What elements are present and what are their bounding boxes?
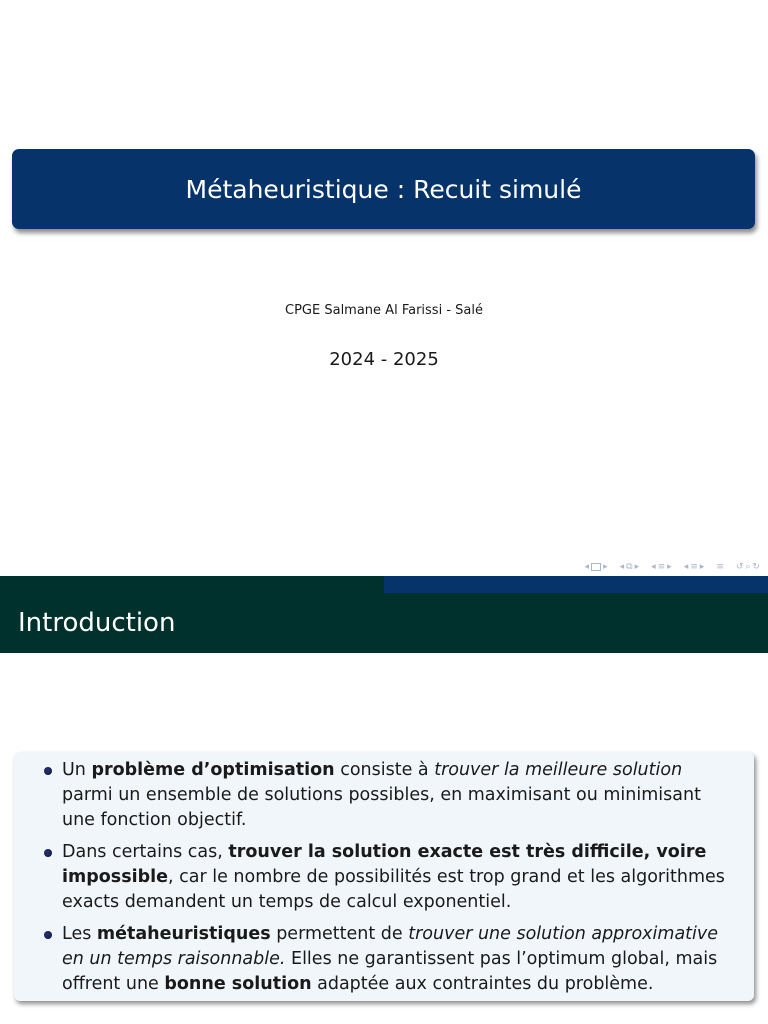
bullet-text: Un (62, 760, 92, 780)
bullet-text: consiste à (334, 760, 435, 780)
nav-subsection-icon[interactable]: ◂ ⧉ ▸ (619, 562, 640, 572)
strip-right (384, 576, 768, 593)
nav-section-icon[interactable]: ◂ ≡ ▸ (651, 562, 672, 572)
bullet-text: permettent de (270, 924, 409, 944)
strip-left (0, 576, 384, 593)
bullet-text: Les (62, 924, 97, 944)
bullet-text: parmi un ensemble de solutions possibles, en maximisant ou minimisant une fonction objectif. (62, 785, 701, 830)
presentation-title: Métaheuristique : Recuit simulé (185, 174, 582, 204)
content-block (14, 752, 754, 1001)
bullet-text: adaptée aux contraintes du problème. (311, 974, 654, 994)
bullet-text: bonne solution (164, 974, 312, 994)
bullet-item (62, 840, 736, 915)
beamer-navigation-bar (577, 560, 760, 574)
date: 2024 - 2025 (329, 349, 439, 370)
bullet-dot-icon (44, 767, 52, 775)
bullet-text: trouver la solution exacte est très difficile, voire impossible (62, 842, 707, 887)
bullet-dot-icon (44, 849, 52, 857)
bullet-dot-icon (44, 931, 52, 939)
introduction-slide (0, 576, 768, 1024)
frame-title-bar (0, 593, 768, 653)
bullet-text: problème d’optimisation (91, 760, 335, 780)
nav-search-icon[interactable]: ↺ ⌕ ↻ (735, 562, 760, 572)
institute: CPGE Salmane Al Farissi - Salé (285, 303, 483, 318)
bullet-text: trouver la meilleure solution (434, 760, 683, 780)
bullet-list (14, 752, 754, 997)
bullet-text: métaheuristiques (96, 924, 271, 944)
section-strip (0, 576, 768, 593)
bullet-text: trouver une solution approximative en un temps raisonnable. (62, 924, 719, 969)
bullet-item (62, 922, 736, 997)
bullet-item (62, 758, 736, 833)
bullet-text: , car le nombre de possibilités est trop grand et les algorithmes exacts demandent un temps de calcul exponentiel. (62, 867, 725, 912)
nav-frame-icon[interactable]: ◂ ▸ (584, 562, 608, 572)
frame-title: Introduction (18, 608, 176, 638)
title-box (12, 149, 755, 229)
bullet-text: Elles ne garantissent pas l’optimum global, mais offrent une (62, 949, 718, 994)
nav-section-icon[interactable]: ◂ ≡ ▸ (683, 562, 705, 572)
nav-doc-icon[interactable]: ≡ (716, 562, 724, 572)
bullet-text: Dans certains cas, (62, 842, 229, 862)
